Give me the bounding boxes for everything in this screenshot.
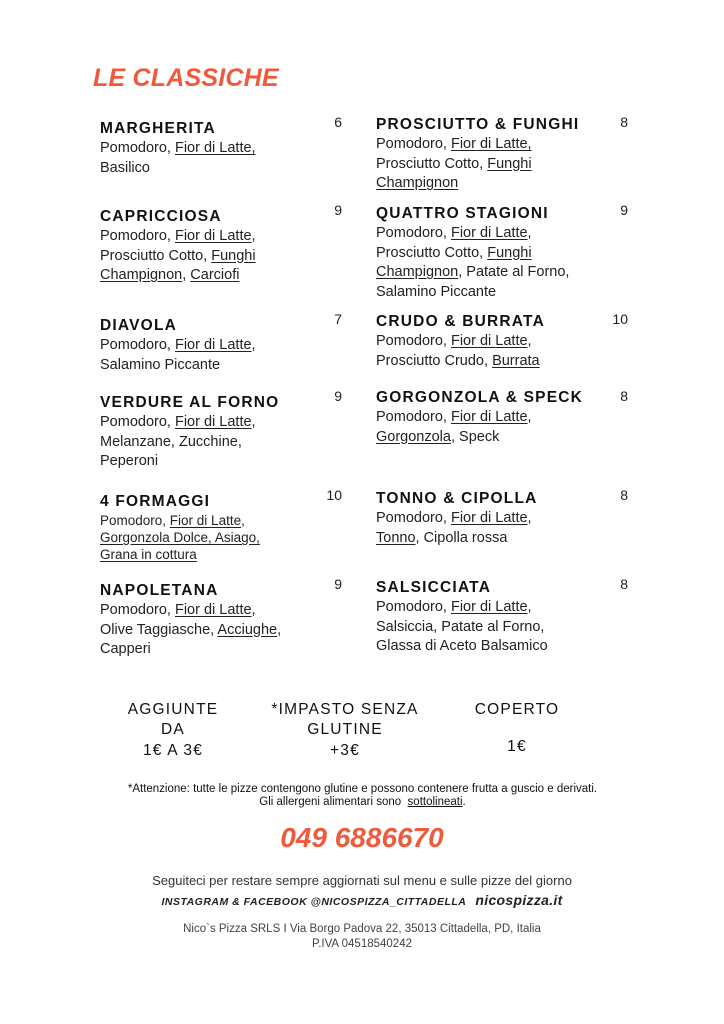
allergen-ingredient: Champignon (376, 264, 459, 280)
allergen-ingredient: Tonno (376, 529, 416, 546)
allergen-ingredient: Fior di Latte (450, 510, 528, 526)
ingredient-text: , (527, 225, 532, 241)
ingredient-text: Glassa di Aceto Balsamico (376, 638, 548, 654)
ingredient-text: , (527, 599, 532, 615)
ingredient-text: , (277, 621, 282, 638)
allergen-ingredient: Fior di Latte (450, 409, 528, 425)
ingredient-text: Melanzane, Zucchine, (100, 433, 242, 450)
menu-item-description (376, 135, 631, 194)
allergen-ingredient: Fior di Latte (169, 513, 242, 528)
menu-item-description (376, 509, 631, 548)
menu-item-description (100, 227, 355, 286)
menu-item-napoletana (100, 581, 355, 660)
allergen-ingredient: Fior di Latte, (174, 140, 256, 156)
menu-item-name: CRUDO & BURRATA (376, 313, 545, 330)
ingredient-text: Prosciutto Cotto, (376, 244, 488, 261)
allergen-ingredient: Carciofi (190, 267, 240, 283)
ingredient-text: Pomodoro, (100, 337, 175, 353)
allergen-note-line1: *Attenzione: tutte le pizze contengono glutine e possono contenere frutta a guscio e derivati. (127, 783, 598, 795)
allergen-ingredient: Fior di Latte (450, 333, 528, 349)
allergen-ingredient: Fior di Latte (174, 414, 252, 430)
ingredient-text: , (251, 228, 256, 244)
menu-item-name: DIAVOLA (100, 317, 177, 334)
menu-item-price: 8 (620, 114, 628, 130)
social-handles[interactable]: INSTAGRAM & FACEBOOK @NICOSPIZZA_CITTADELLA (161, 896, 466, 908)
menu-item-gorgonzola-and-speck (376, 388, 631, 447)
ingredient-text: Pomodoro, (376, 136, 451, 152)
ingredient-text: , (527, 333, 532, 349)
follow-text: Seguiteci per restare sempre aggiornati sul menu e sulle pizze del giorno (152, 873, 572, 888)
menu-item-description (100, 601, 355, 660)
extra-label: AGGIUNTE DA (127, 701, 219, 738)
company-info (0, 922, 724, 951)
ingredient-text: Peperoni (100, 453, 159, 469)
menu-item-price: 8 (620, 487, 628, 503)
ingredient-text: Pomodoro, (100, 513, 170, 528)
social-line (0, 892, 724, 908)
menu-item-price: 10 (326, 487, 342, 503)
allergen-ingredient: Fior di Latte (450, 599, 528, 615)
menu-item-description (100, 139, 355, 178)
menu-item-name: VERDURE AL FORNO (100, 394, 280, 411)
ingredient-text: Pomodoro, (100, 140, 175, 156)
ingredient-text: Pomodoro, (376, 333, 451, 349)
underlined-word: sottolineati (407, 796, 463, 808)
ingredient-text: , (527, 409, 532, 425)
menu-item-description (100, 512, 355, 563)
menu-item-description (376, 224, 631, 302)
allergen-ingredient: Champignon (100, 267, 183, 283)
menu-item-description (376, 598, 631, 657)
company-vat: P.IVA 04518540242 (312, 937, 412, 950)
menu-item-tonno-and-cipolla (376, 489, 631, 548)
extra-coperto (417, 700, 617, 720)
allergen-note-line2: Gli allergeni alimentari sono sottolineati. (259, 796, 466, 808)
ingredient-text: , Cipolla rossa (415, 529, 508, 546)
allergen-ingredient: Funghi (487, 155, 532, 172)
allergen-ingredient: Fior di Latte (174, 228, 252, 244)
ingredient-text: , (251, 602, 256, 618)
menu-item-description (100, 336, 355, 375)
extra-impasto-senza-glutine (245, 700, 445, 740)
extra-label: *IMPASTO SENZA GLUTINE (271, 701, 419, 738)
allergen-ingredient: Fior di Latte (174, 602, 252, 618)
menu-item-name: CAPRICCIOSA (100, 208, 222, 225)
allergen-ingredient: Funghi (211, 247, 256, 264)
extra-price: 1€ (507, 738, 527, 755)
allergen-ingredient: Funghi (487, 244, 532, 261)
company-address: Nico`s Pizza SRLS I Via Borgo Padova 22, 35013 Cittadella, PD, Italia (183, 923, 541, 935)
ingredient-text: , (527, 510, 532, 526)
menu-item-description (376, 332, 631, 371)
menu-item-salsicciata (376, 578, 631, 657)
ingredient-text: Pomodoro, (376, 225, 451, 241)
allergen-ingredient: Fior di Latte (174, 337, 252, 353)
menu-item-quattro-stagioni (376, 204, 631, 302)
menu-item-crudo-and-burrata (376, 312, 631, 371)
menu-item-price: 9 (334, 202, 342, 218)
menu-item-name: TONNO & CIPOLLA (376, 490, 538, 507)
ingredient-text: Prosciutto Cotto, (100, 247, 212, 264)
menu-item-verdure-al-forno (100, 393, 355, 472)
allergen-ingredient: Fior di Latte, (450, 136, 532, 152)
phone-number[interactable]: 049 6886670 (280, 822, 444, 853)
allergen-ingredient: Acciughe (217, 621, 278, 638)
menu-item-name: NAPOLETANA (100, 582, 219, 599)
menu-item-description (376, 408, 631, 447)
menu-item-name: QUATTRO STAGIONI (376, 205, 549, 222)
ingredient-text: Basilico (100, 159, 150, 176)
allergen-ingredient: Fior di Latte (450, 225, 528, 241)
allergen-note (90, 783, 635, 809)
menu-item-name: 4 FORMAGGI (100, 493, 211, 510)
allergen-ingredient: Champignon (376, 175, 459, 191)
ingredient-text: , (241, 513, 245, 528)
menu-item-price: 9 (334, 388, 342, 404)
menu-item-price: 10 (612, 311, 628, 327)
menu-item-price: 7 (334, 311, 342, 327)
ingredient-text: Pomodoro, (376, 510, 451, 526)
menu-item-capricciosa (100, 207, 355, 286)
ingredient-text: Salamino Piccante (100, 356, 221, 373)
menu-item-price: 6 (334, 114, 342, 130)
ingredient-text: , Patate al Forno, (458, 264, 570, 280)
ingredient-text: Prosciutto Cotto, (376, 155, 488, 172)
ingredient-text: , (251, 414, 256, 430)
menu-item-name: GORGONZOLA & SPECK (376, 389, 584, 406)
menu-item-description (100, 413, 355, 472)
allergen-ingredient: Burrata (492, 352, 540, 369)
menu-item-price: 9 (620, 202, 628, 218)
ingredient-text: Capperi (100, 641, 151, 657)
menu-item-name: PROSCIUTTO & FUNGHI (376, 116, 580, 133)
allergen-ingredient: Grana in cottura (100, 547, 197, 562)
ingredient-text: Salamino Piccante (376, 283, 497, 300)
menu-item-price: 8 (620, 388, 628, 404)
ingredient-text: Olive Taggiasche, (100, 621, 218, 638)
ingredient-text: , (251, 337, 256, 353)
menu-item-prosciutto-and-funghi (376, 115, 631, 194)
section-title: LE CLASSICHE (93, 64, 279, 92)
extra-label: COPERTO (474, 701, 560, 718)
extra-price: +3€ (330, 742, 360, 759)
extra-price: 1€ A 3€ (142, 742, 204, 759)
ingredient-text: Pomodoro, (100, 602, 175, 618)
ingredient-text: Pomodoro, (100, 414, 175, 430)
menu-item-name: SALSICCIATA (376, 579, 492, 596)
ingredient-text: Pomodoro, (376, 599, 451, 615)
allergen-ingredient: Gorgonzola Dolce, Asiago, (100, 530, 260, 545)
ingredient-text: , (182, 267, 191, 283)
extra-aggiunte-da (73, 700, 273, 740)
ingredient-text: Pomodoro, (100, 228, 175, 244)
menu-item-price: 9 (334, 576, 342, 592)
ingredient-text: Prosciutto Crudo, (376, 352, 493, 369)
allergen-ingredient: Gorgonzola (376, 428, 451, 445)
menu-item-price: 8 (620, 576, 628, 592)
ingredient-text: Salsiccia, Patate al Forno, (376, 618, 545, 635)
menu-item-name: MARGHERITA (100, 120, 216, 137)
ingredient-text: Pomodoro, (376, 409, 451, 425)
ingredient-text: , Speck (450, 428, 500, 445)
website-link[interactable]: nicospizza.it (475, 892, 563, 908)
